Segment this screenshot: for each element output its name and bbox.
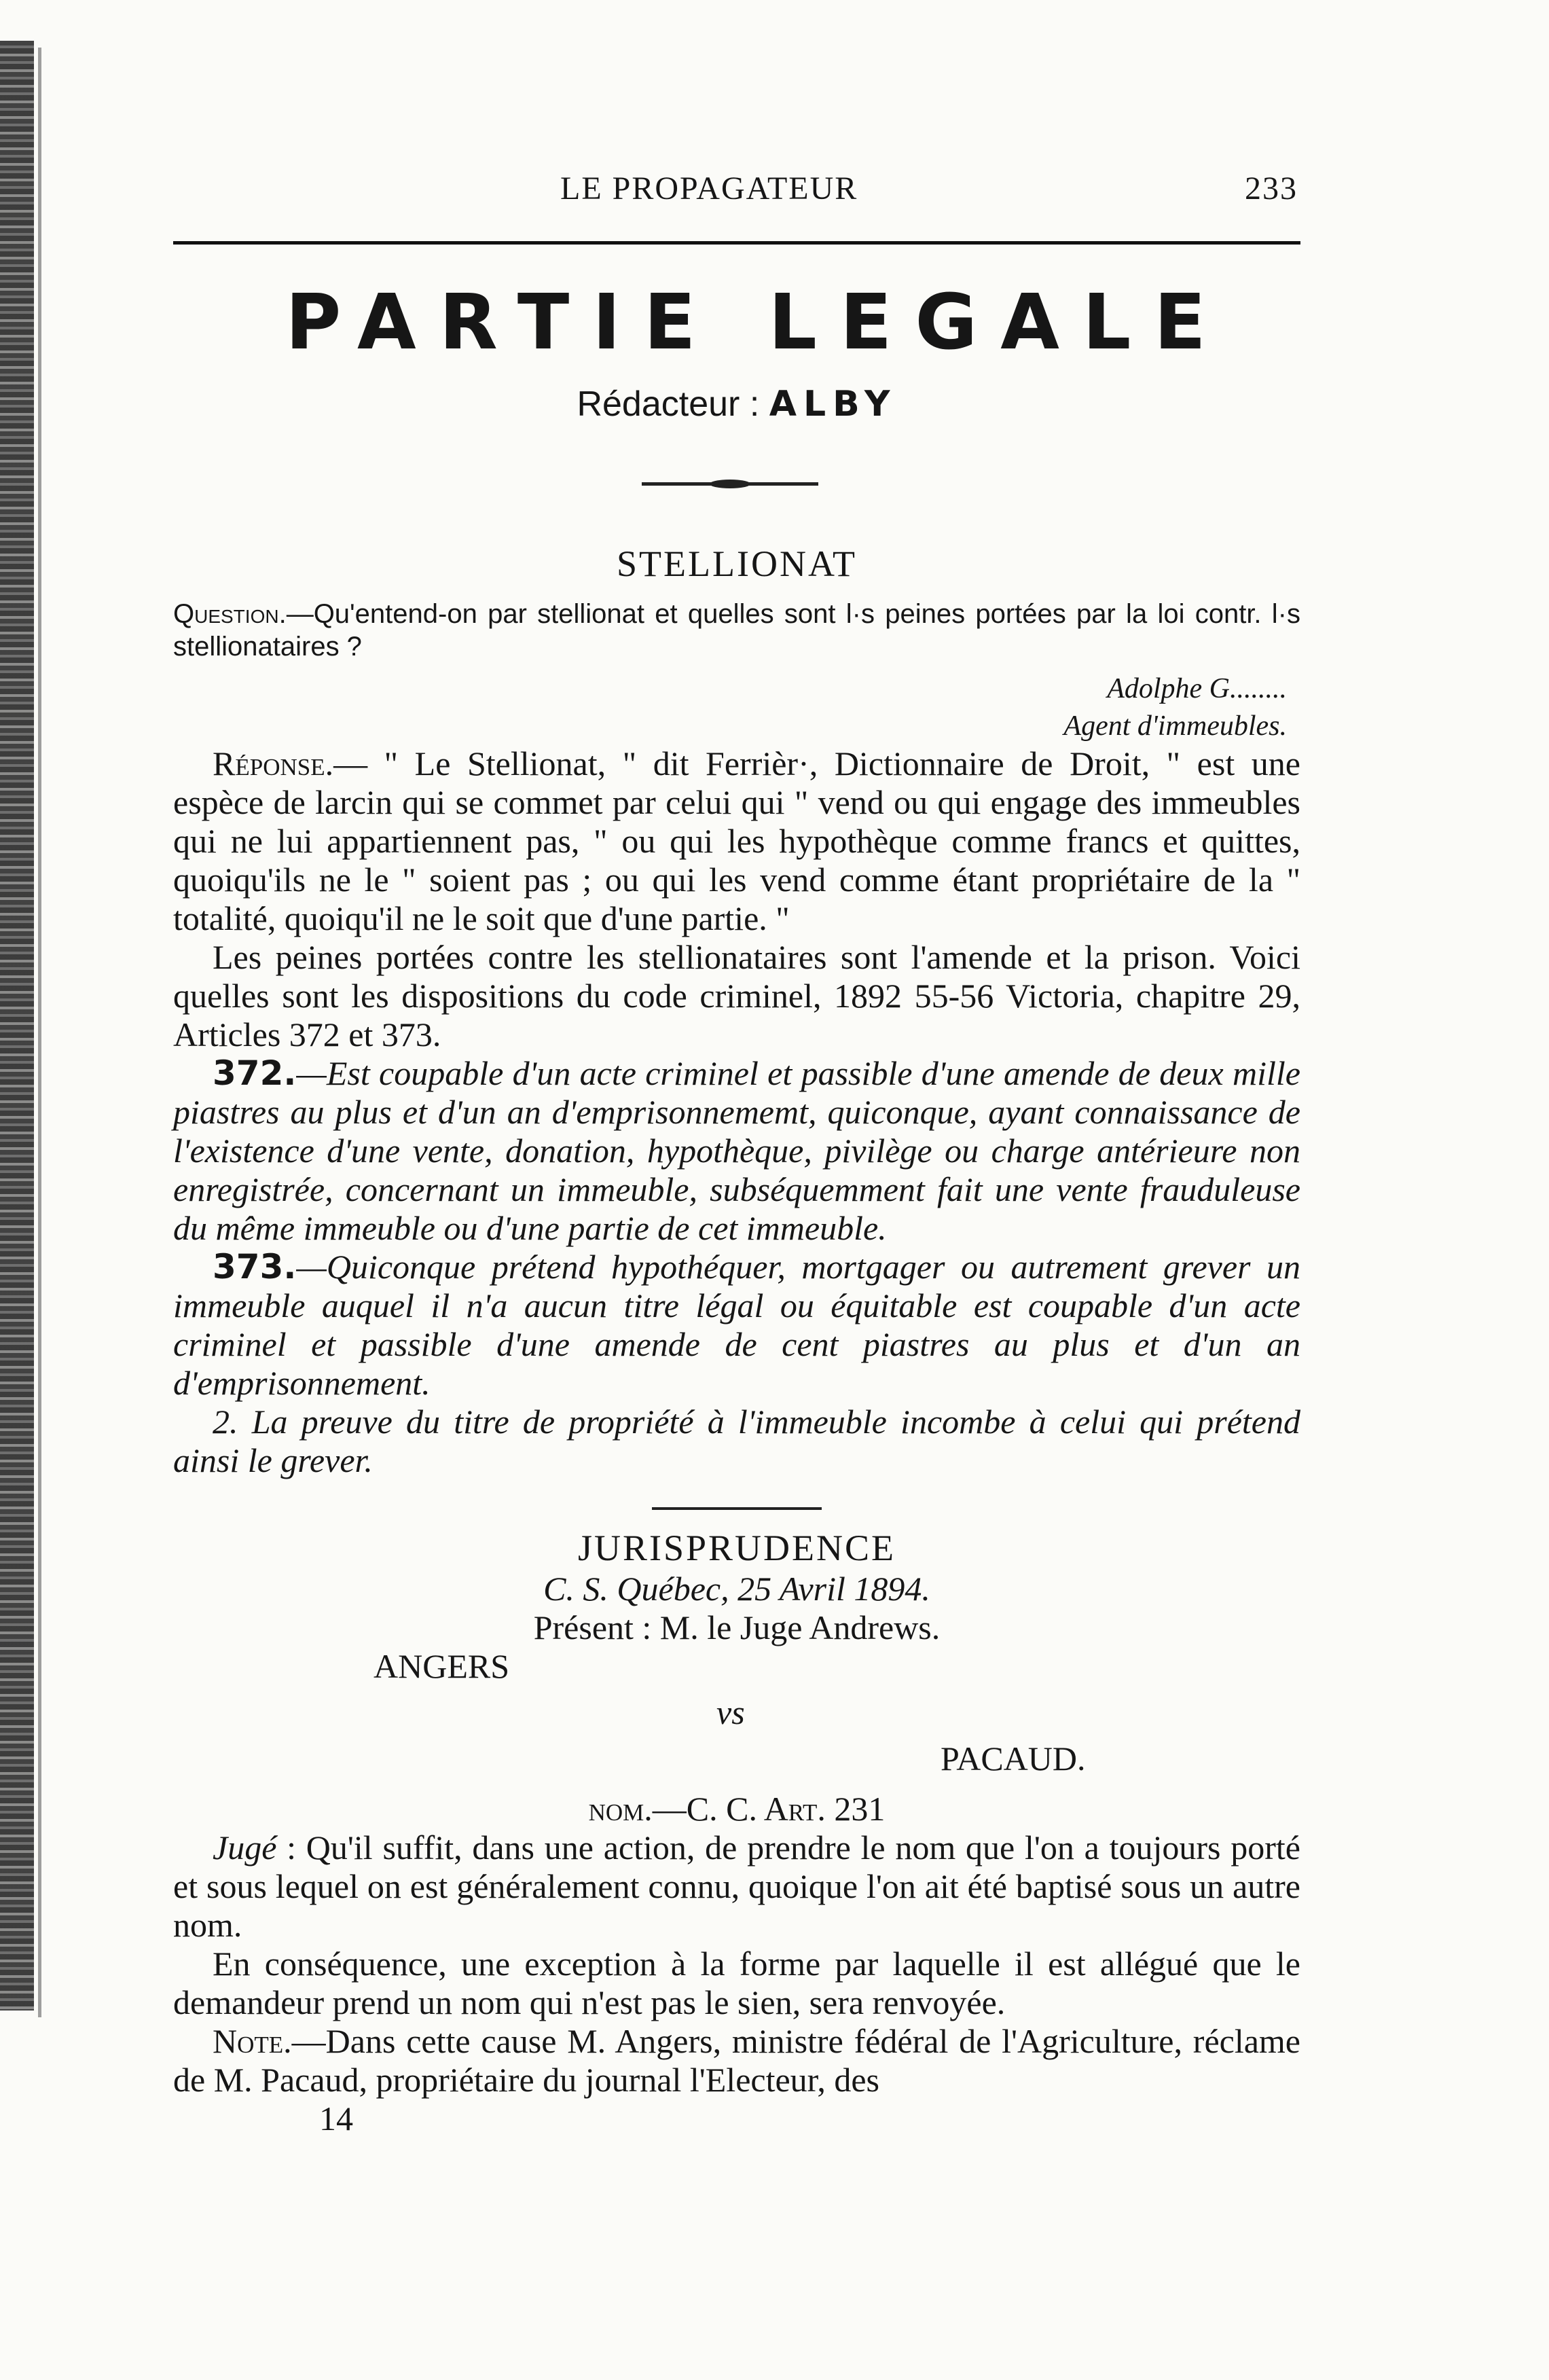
note-text: —Dans cette cause M. Angers, ministre fédéral de l'Agriculture, réclame de M. Pacaud, propriétaire du journal l'Electeur, des	[173, 2021, 1300, 2099]
judgment-paragraph	[173, 1828, 1300, 1945]
court-line: C. S. Québec, 25 Avril 1894.	[543, 1569, 930, 1608]
question-paragraph	[173, 598, 1300, 664]
article-373	[173, 1248, 1300, 1403]
judgment-text: : Qu'il suffit, dans une action, de prendre le nom que l'on a toujours porté et sous lequel on est généralement connu, quoique l'on ait été baptisé sous un autre nom.	[173, 1828, 1300, 1944]
stellionat-heading: STELLIONAT	[617, 543, 857, 584]
note-label: Note.	[213, 2021, 292, 2060]
running-title: LE PROPAGATEUR	[560, 170, 858, 206]
article-373-text: —Quiconque prétend hypothéquer, mortgager ou autrement grever un immeuble auquel il n'a aucun titre légal ou équitable est coupable d'un acte criminel et passible d'une amende de cent piastres au plus et d'un an d'emprisonnement.	[173, 1248, 1300, 1403]
scan-binding-shadow	[38, 48, 41, 2017]
penalties-paragraph: Les peines portées contre les stellionataires sont l'amende et la prison. Voici quelles sont les dispositions du code criminel, 1892 55-56 Victoria, chapitre 29, Articles 372 et 373.	[173, 938, 1300, 1054]
case-parties	[173, 1647, 1300, 1790]
versus: vs	[716, 1693, 745, 1731]
signature-mark: 14	[319, 2099, 353, 2138]
article-body	[173, 543, 1300, 2138]
section-divider	[652, 1507, 822, 1510]
question-text: —Qu'entend-on par stellionat et quelles sont l·s peines portées par la loi contr. l·s stellionataires ?	[173, 598, 1300, 662]
answer-paragraph	[173, 744, 1300, 938]
consequence-paragraph: En conséquence, une exception à la forme par laquelle il est allégué que le demandeur prend un nom qui n'est pas le sien, sera renvoyée.	[173, 1944, 1300, 2021]
defendant: PACAUD.	[941, 1739, 1086, 1778]
ornament-rule	[642, 482, 818, 486]
article-373-number: 373.	[213, 1247, 297, 1287]
signature-title: Agent d'immeubles.	[1063, 710, 1287, 742]
page	[173, 163, 1300, 2138]
question-label: Question.	[173, 598, 287, 629]
editor-line	[173, 384, 1300, 425]
editor-name: ALBY	[769, 384, 897, 425]
header-rule	[173, 241, 1300, 245]
page-number: 233	[1245, 170, 1298, 206]
running-head	[173, 163, 1300, 217]
section-title: PARTIE LEGALE	[285, 278, 1229, 367]
case-subject: nom.—C. C. Art. 231	[588, 1789, 886, 1828]
plaintiff: ANGERS	[373, 1646, 510, 1685]
signature-name: Adolphe G........	[1107, 673, 1287, 705]
answer-label: Réponse.	[213, 744, 334, 783]
note-paragraph	[173, 2022, 1300, 2099]
question-signature	[173, 670, 1300, 744]
article-372-text: —Est coupable d'un acte criminel et passible d'une amende de deux mille piastres au plus et d'un an d'emprisonnememt, quiconque, ayant connaissance de l'existence d'une vente, donation, hypothèque, pivilège ou charge antérieure non enregistrée, concernant un immeuble, subséquemment fait une vente frauduleuse du même immeuble ou d'une partie de cet immeuble.	[173, 1054, 1300, 1248]
jurisprudence-heading: JURISPRUDENCE	[577, 1528, 896, 1569]
article-372	[173, 1054, 1300, 1248]
article-373-paragraph-2: 2. La preuve du titre de propriété à l'immeuble incombe à celui qui prétend ainsi le grever.	[173, 1403, 1300, 1480]
answer-text: — " Le Stellionat, " dit Ferrièr·, Dictionnaire de Droit, " est une espèce de larcin qui se commet par celui qui " vend ou qui engage des immeubles qui ne lui appartiennent pas, " ou qui les hypothèque comme francs et quittes, quoiqu'ils ne le " soient pas ; ou qui les vend comme étant propriétaire de la " totalité, quoiqu'il ne le soit que d'une partie. "	[173, 744, 1300, 938]
article-372-number: 372.	[213, 1053, 297, 1094]
judgment-label: Jugé	[213, 1828, 277, 1867]
scan-binding-edge	[0, 41, 34, 2011]
editor-prefix: Rédacteur :	[577, 384, 760, 424]
present-line: Présent : M. le Juge Andrews.	[533, 1608, 941, 1646]
